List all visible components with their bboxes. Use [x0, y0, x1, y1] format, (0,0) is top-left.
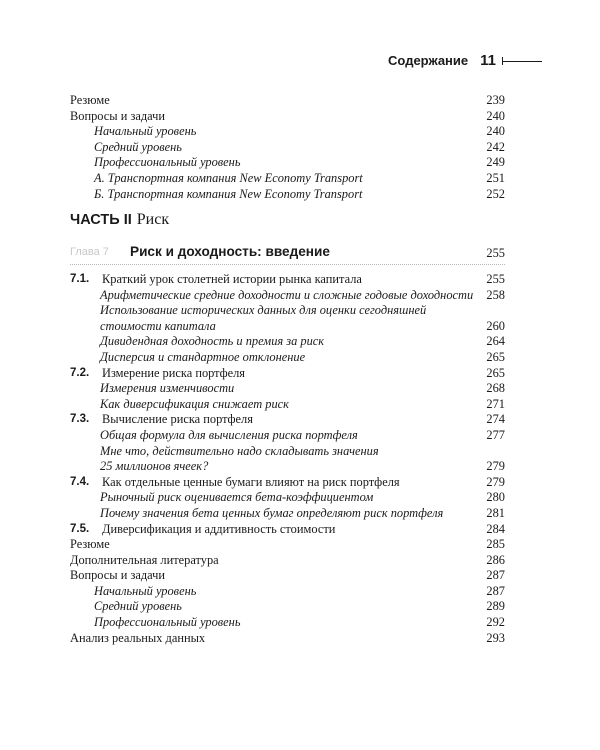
toc-section: 7.4. Как отдельные ценные бумаги влияют на риск портфеля 279 — [70, 474, 505, 489]
toc-subsection: стоимости капитала 260 — [100, 318, 505, 333]
toc-entry: Резюме 239 — [70, 93, 505, 107]
toc-section: 7.5. Диверсификация и аддитивность стоимости 284 — [70, 521, 505, 536]
toc-subentry: Начальный уровень 240 — [94, 124, 505, 139]
chapter-label: Глава 7 — [70, 246, 109, 258]
toc-entry: Дополнительная литература 286 — [70, 552, 505, 567]
toc-subentry: Профессиональный уровень 292 — [94, 615, 505, 630]
toc-subsection: Мне что, действительно надо складывать значения — [100, 443, 379, 458]
toc-subsection: Общая формула для вычисления риска портфеля 277 — [100, 427, 505, 442]
toc-subsection: Арифметические средние доходности и сложные годовые доходности 258 — [100, 287, 505, 302]
toc-subentry: Средний уровень 289 — [94, 599, 505, 614]
toc-subsection: Дисперсия и стандартное отклонение 265 — [100, 349, 505, 364]
toc-section: 7.2. Измерение риска портфеля 265 — [70, 365, 505, 380]
toc-subsection: Дивидендная доходность и премия за риск 264 — [100, 334, 505, 349]
toc-subentry: Профессиональный уровень 249 — [94, 155, 505, 170]
running-header — [388, 52, 542, 69]
header-page-number: 11 — [480, 52, 496, 69]
toc-section: 7.1. Краткий урок столетней истории рынка капитала 255 — [70, 272, 505, 286]
chapter-page: 255 — [486, 246, 505, 260]
header-title: Содержание — [388, 53, 469, 68]
toc-main-block — [70, 272, 505, 646]
toc-subentry: А. Транспортная компания New Economy Transport 251 — [94, 170, 505, 185]
chapter-title: Риск и доходность: введение — [130, 244, 330, 259]
part-name: Риск — [136, 211, 170, 228]
part-heading — [70, 211, 169, 229]
toc-entry: Вопросы и задачи 240 — [70, 108, 505, 123]
toc-subsection: Измерения изменчивости 268 — [100, 381, 505, 396]
toc-subentry: Б. Транспортная компания New Economy Transport 252 — [94, 186, 505, 201]
toc-subsection: Как диверсификация снижает риск 271 — [100, 396, 505, 411]
toc-entry: Вопросы и задачи 287 — [70, 568, 505, 583]
chapter-heading — [70, 244, 505, 265]
toc-subsection: 25 миллионов ячеек? 279 — [100, 459, 505, 474]
toc-top-block — [70, 93, 505, 202]
toc-section: 7.3. Вычисление риска портфеля 274 — [70, 412, 505, 427]
toc-subsection: Рыночный риск оценивается бета-коэффициентом 280 — [100, 490, 505, 505]
toc-subentry: Средний уровень 242 — [94, 139, 505, 154]
part-label: ЧАСТЬ II — [70, 212, 132, 228]
toc-subentry: Начальный уровень 287 — [94, 583, 505, 598]
header-rule — [502, 61, 542, 62]
toc-entry: Анализ реальных данных 293 — [70, 630, 505, 645]
toc-entry: Резюме 285 — [70, 537, 505, 552]
toc-subsection: Использование исторических данных для оценки сегодняшней — [100, 303, 427, 318]
toc-subsection: Почему значения бета ценных бумаг определяют риск портфеля 281 — [100, 505, 505, 520]
